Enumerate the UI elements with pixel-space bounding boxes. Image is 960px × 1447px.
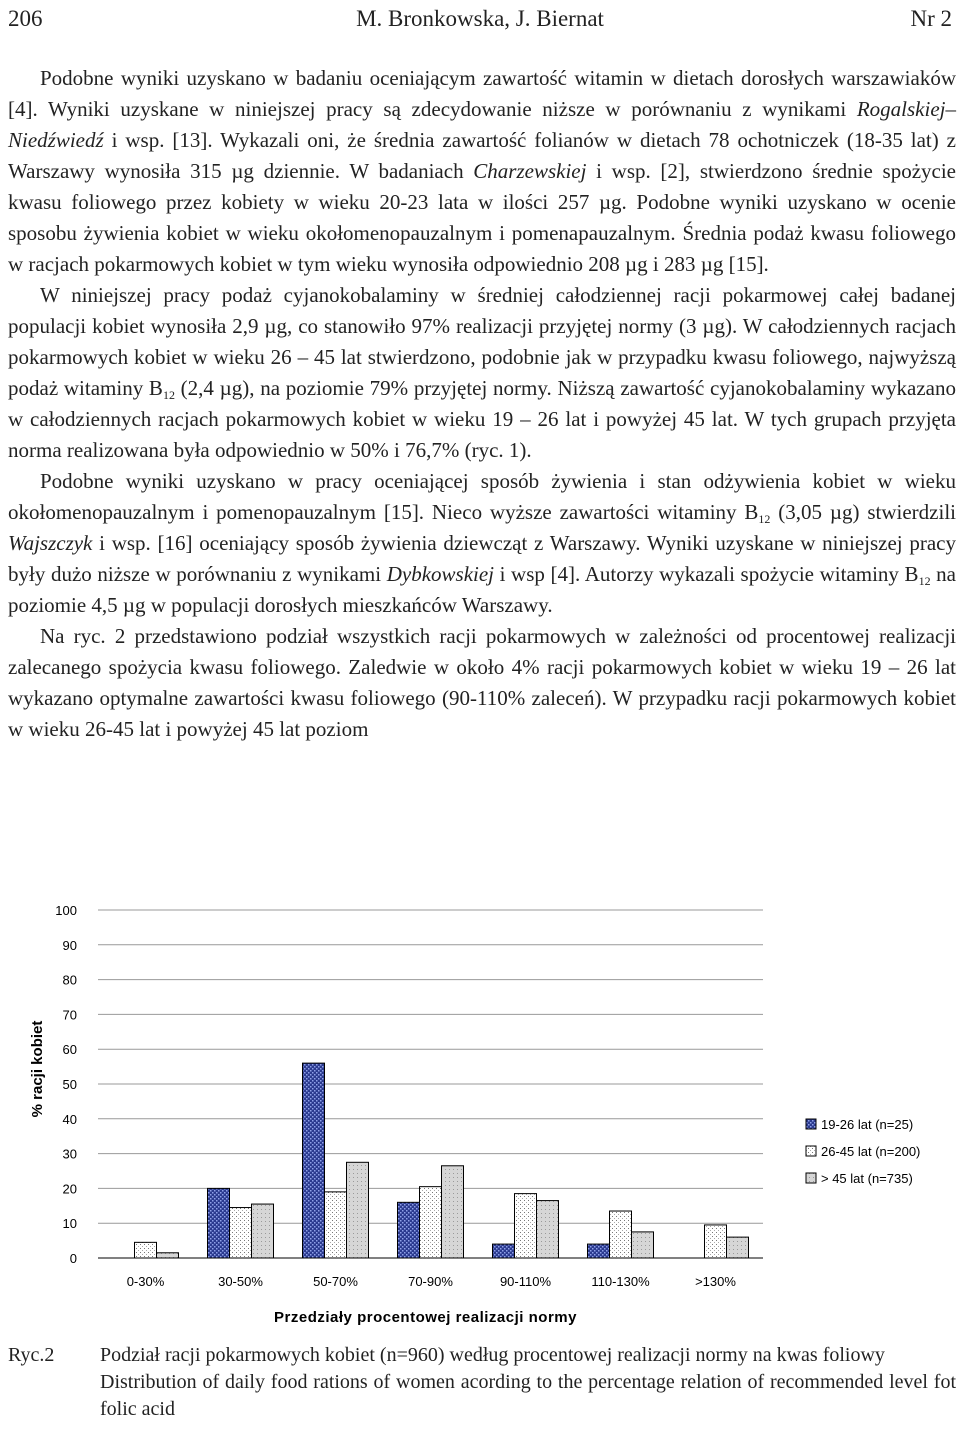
x-tick-label: 30-50% (218, 1274, 263, 1289)
y-axis-label: % racji kobiet (29, 1020, 46, 1118)
y-tick-label: 30 (62, 1146, 77, 1162)
paragraph: Podobne wyniki uzyskano w pracy oceniającej sposób żywienia i stan odżywienia kobiet w wieku okołomenopauzalnym i pomenopauzalnym [15]. Nieco wyższe zawartości witaminy $B_{12}$ (3,05 µg) stwierdzili Wajszczyk i wsp. [16] oceniający sposób żywienia dziewcząt z Warszawy. Wyniki uzyskane w niniejszej pracy były dużo niższe w porównaniu z wynikami Dybkowskiej i wsp [4]. Autorzy wykazali spożycie witaminy $B_{12}$ na poziomie 4,5 µg w populacji dorosłych mieszkańców Warszawy. (8, 469, 956, 617)
bar (252, 1204, 274, 1258)
paragraph: Podobne wyniki uzyskano w badaniu oceniającym zawartość witamin w dietach dorosłych warszawiaków [4]. Wyniki uzyskane w niniejszej pracy są zdecydowanie niższe w porównaniu z wynikami Rogalskiej–Niedźwiedź i wsp. [13]. Wykazali oni, że średnia zawartość folianów w dietach 78 ochotniczek (18-35 lat) z Warszawy wynosiła 315 µg dziennie. W badaniach Charzewskiej i wsp. [2], stwierdzono średnie spożycie kwasu foliowego przez kobiety w wieku 20-23 lata w ilości 257 µg. Podobne wyniki uzyskano w ocenie sposobu żywienia kobiet w wieku okołomenopauzalnym i pomenapauzalnym. Średnia podaż kwasu foliowego w racjach pokarmowych kobiet w tym wieku wynosiła odpowiednio 208 µg i 283 µg [15]. (8, 66, 956, 276)
y-tick-label: 70 (62, 1007, 77, 1023)
page-number: 206 (8, 6, 43, 31)
x-tick-label: 70-90% (408, 1274, 453, 1289)
bar (442, 1166, 464, 1258)
bar (493, 1244, 515, 1258)
y-tick-label: 10 (62, 1216, 77, 1232)
bar (610, 1211, 632, 1258)
issue-number: Nr 2 (910, 6, 952, 31)
y-tick-label: 60 (62, 1042, 77, 1058)
body-text (8, 63, 956, 745)
bar (632, 1232, 654, 1258)
paragraph: Na ryc. 2 przedstawiono podział wszystkich racji pokarmowych w zależności od procentowej realizacji zalecanego spożycia kwasu foliowego. Zaledwie w około 4% racji pokarmowych kobiet w wieku 19 – 26 lat wykazano optymalne zawartości kwasu foliowego (90-110% zaleceń). W przypadku racji pokarmowych kobiet w wieku 26-45 lat i powyżej 45 lat poziom (8, 624, 956, 741)
figure-caption (8, 1342, 956, 1423)
y-tick-label: 100 (55, 903, 77, 918)
chart-gridlines (98, 910, 763, 1223)
page-header (8, 6, 952, 36)
bar (727, 1237, 749, 1258)
y-tick-label: 90 (62, 937, 77, 953)
x-tick-label: 0-30% (126, 1274, 165, 1289)
bar (303, 1063, 325, 1258)
y-tick-label: 80 (62, 972, 77, 988)
bar (325, 1192, 347, 1258)
bar (537, 1201, 559, 1258)
x-tick-label: 90-110% (499, 1274, 552, 1289)
bar-chart (0, 880, 960, 1340)
paragraph: W niniejszej pracy podaż cyjanokobalaminy w średniej całodziennej racji pokarmowej całej badanej populacji kobiet wynosiła 2,9 µg, co stanowiło 97% realizacji przyjętej normy (3 µg). W całodziennych racjach pokarmowych kobiet w wieku 26 – 45 lat stwierdzono, podobnie jak w przypadku kwasu foliowego, najwyższą podaż witaminy $B_{12}$ (2,4 µg), na poziomie 79% przyjętej normy. Niższą zawartość cyjanokobalaminy wykazano w całodziennych racjach pokarmowych kobiet w wieku 19 – 26 lat i powyżej 45 lat. W tych grupach przyjęta norma realizowana była odpowiednio w 50% i 76,7% (ryc. 1). (8, 283, 956, 462)
legend-label: 26-45 lat (n=200) (821, 1144, 921, 1159)
bar (420, 1187, 442, 1258)
x-tick-labels (127, 1274, 737, 1289)
y-tick-label: 50 (62, 1077, 77, 1092)
bar (230, 1208, 252, 1258)
legend-label: > 45 lat (n=735) (821, 1171, 913, 1186)
bar (135, 1242, 157, 1258)
bar (398, 1202, 420, 1258)
legend-swatch (806, 1173, 816, 1183)
bar (705, 1225, 727, 1258)
bar (208, 1188, 230, 1258)
y-tick-label: 40 (62, 1111, 77, 1127)
figure-label: Ryc.2 (8, 1344, 55, 1366)
chart-legend (806, 1117, 920, 1186)
bar (588, 1244, 610, 1258)
running-authors: M. Bronkowska, J. Biernat (356, 6, 604, 31)
y-tick-labels (55, 903, 77, 1266)
x-tick-label: >130% (695, 1274, 736, 1289)
legend-swatch (806, 1119, 816, 1129)
chart-bars (135, 1063, 749, 1258)
legend-label: 19-26 lat (n=25) (821, 1117, 914, 1132)
y-tick-label: 20 (62, 1181, 77, 1197)
x-axis-label: Przedziały procentowej realizacji normy (274, 1309, 577, 1326)
caption-polish: Podział racji pokarmowych kobiet (n=960) według procentowej realizacji normy na kwas foliowy (100, 1344, 885, 1366)
bar (157, 1253, 179, 1258)
bar (515, 1194, 537, 1258)
x-tick-label: 50-70% (313, 1274, 358, 1289)
x-tick-label: 110-130% (591, 1274, 650, 1289)
legend-swatch (806, 1146, 816, 1156)
caption-english: Distribution of daily food rations of women acording to the percentage relation of recommended level fot folic acid (100, 1371, 956, 1420)
bar (347, 1162, 369, 1258)
y-tick-label: 0 (69, 1251, 77, 1266)
